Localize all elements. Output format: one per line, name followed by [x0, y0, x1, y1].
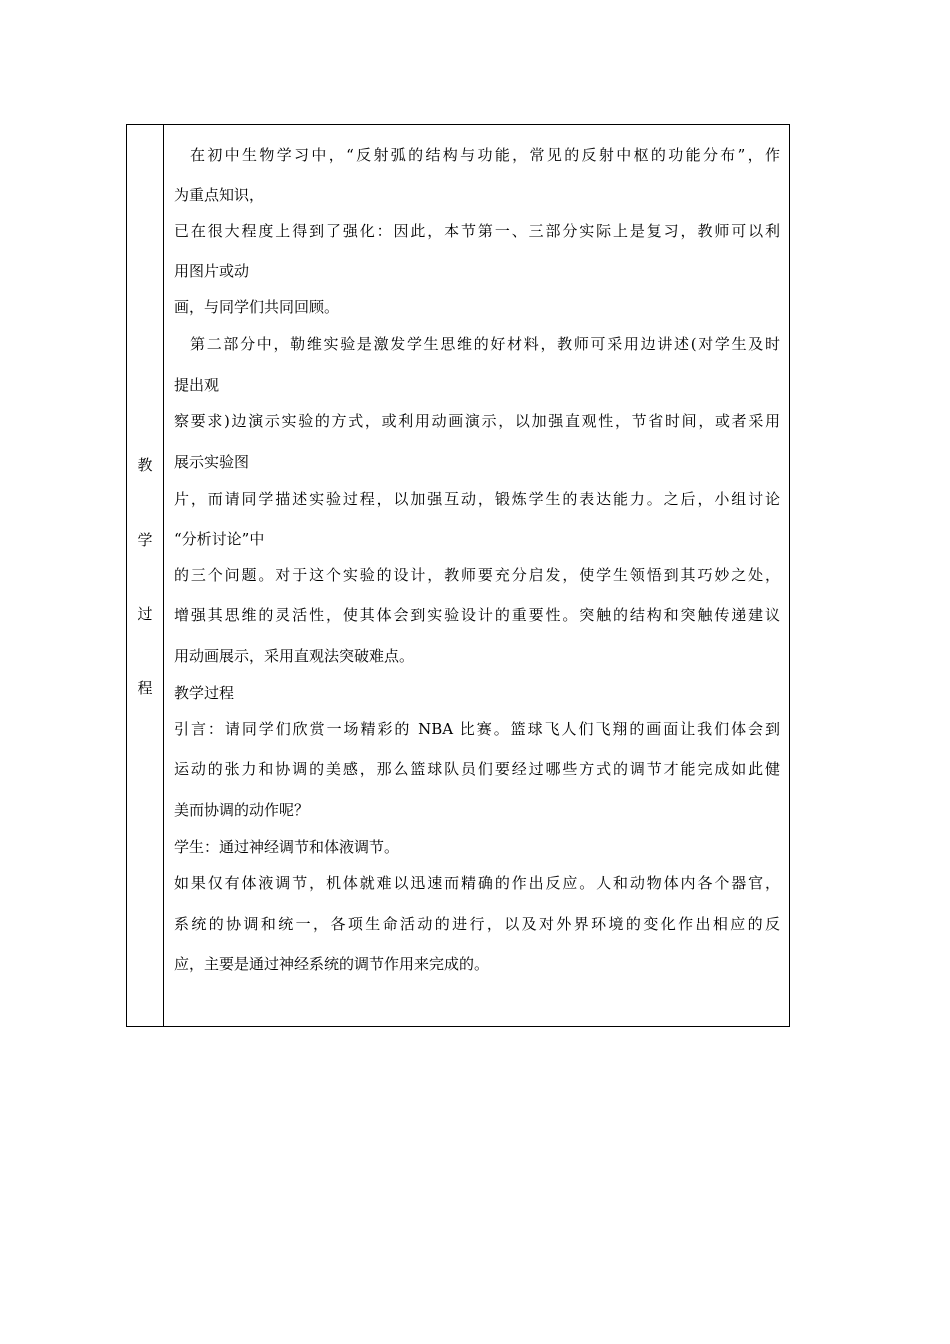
- section-label-cell: [127, 125, 164, 1026]
- text-line: 提出观: [174, 376, 220, 394]
- text-line: 察要求)边演示实验的方式，或利用动画演示，以加强直观性，节省时间，或者采用: [174, 412, 780, 430]
- text-line: 用动画展示，采用直观法突破难点。: [174, 647, 415, 665]
- text-line: 为重点知识，: [174, 186, 265, 204]
- text-line: 引言：请同学们欣赏一场精彩的 NBA 比赛。篮球飞人们飞翔的画面让我们体会到: [174, 720, 780, 738]
- text-line: 用图片或动: [174, 262, 250, 280]
- text-line: 如果仅有体液调节，机体就难以迅速而精确的作出反应。人和动物体内各个器官，: [174, 874, 780, 892]
- text-line: 已在很大程度上得到了强化：因此，本节第一、三部分实际上是复习，教师可以利: [174, 222, 780, 240]
- section-label-char: 程: [137, 679, 153, 697]
- section-label-char: 过: [137, 605, 153, 623]
- text-line: 画，与同学们共同回顾。: [174, 298, 340, 316]
- section-label-char: 学: [137, 531, 153, 549]
- text-line: 应，主要是通过神经系统的调节作用来完成的。: [174, 955, 490, 973]
- text-line: 在初中生物学习中，“反射弧的结构与功能，常见的反射中枢的功能分布”，作: [190, 146, 780, 164]
- text-line: 第二部分中，勒维实验是激发学生思维的好材料，教师可采用边讲述(对学生及时: [190, 335, 780, 353]
- text-line: 美而协调的动作呢？: [174, 801, 310, 819]
- text-line: 系统的协调和统一，各项生命活动的进行，以及对外界环境的变化作出相应的反: [174, 915, 780, 933]
- text-line: 展示实验图: [174, 453, 250, 471]
- lesson-table: [126, 124, 790, 1027]
- text-line: 运动的张力和协调的美感，那么篮球队员们要经过哪些方式的调节才能完成如此健: [174, 760, 780, 778]
- section-heading: 教学过程: [174, 684, 235, 702]
- text-line: 学生：通过神经调节和体液调节。: [174, 838, 400, 856]
- text-line: 增强其思维的灵活性，使其体会到实验设计的重要性。突触的结构和突触传递建议: [174, 606, 780, 624]
- content-cell: [164, 125, 789, 1026]
- text-line: 片，而请同学描述实验过程，以加强互动，锻炼学生的表达能力。之后，小组讨论: [174, 490, 780, 508]
- section-label-char: 教: [137, 456, 153, 474]
- text-line: “分析讨论”中: [174, 530, 265, 548]
- text-line: 的三个问题。对于这个实验的设计，教师要充分启发，使学生领悟到其巧妙之处，: [174, 566, 780, 584]
